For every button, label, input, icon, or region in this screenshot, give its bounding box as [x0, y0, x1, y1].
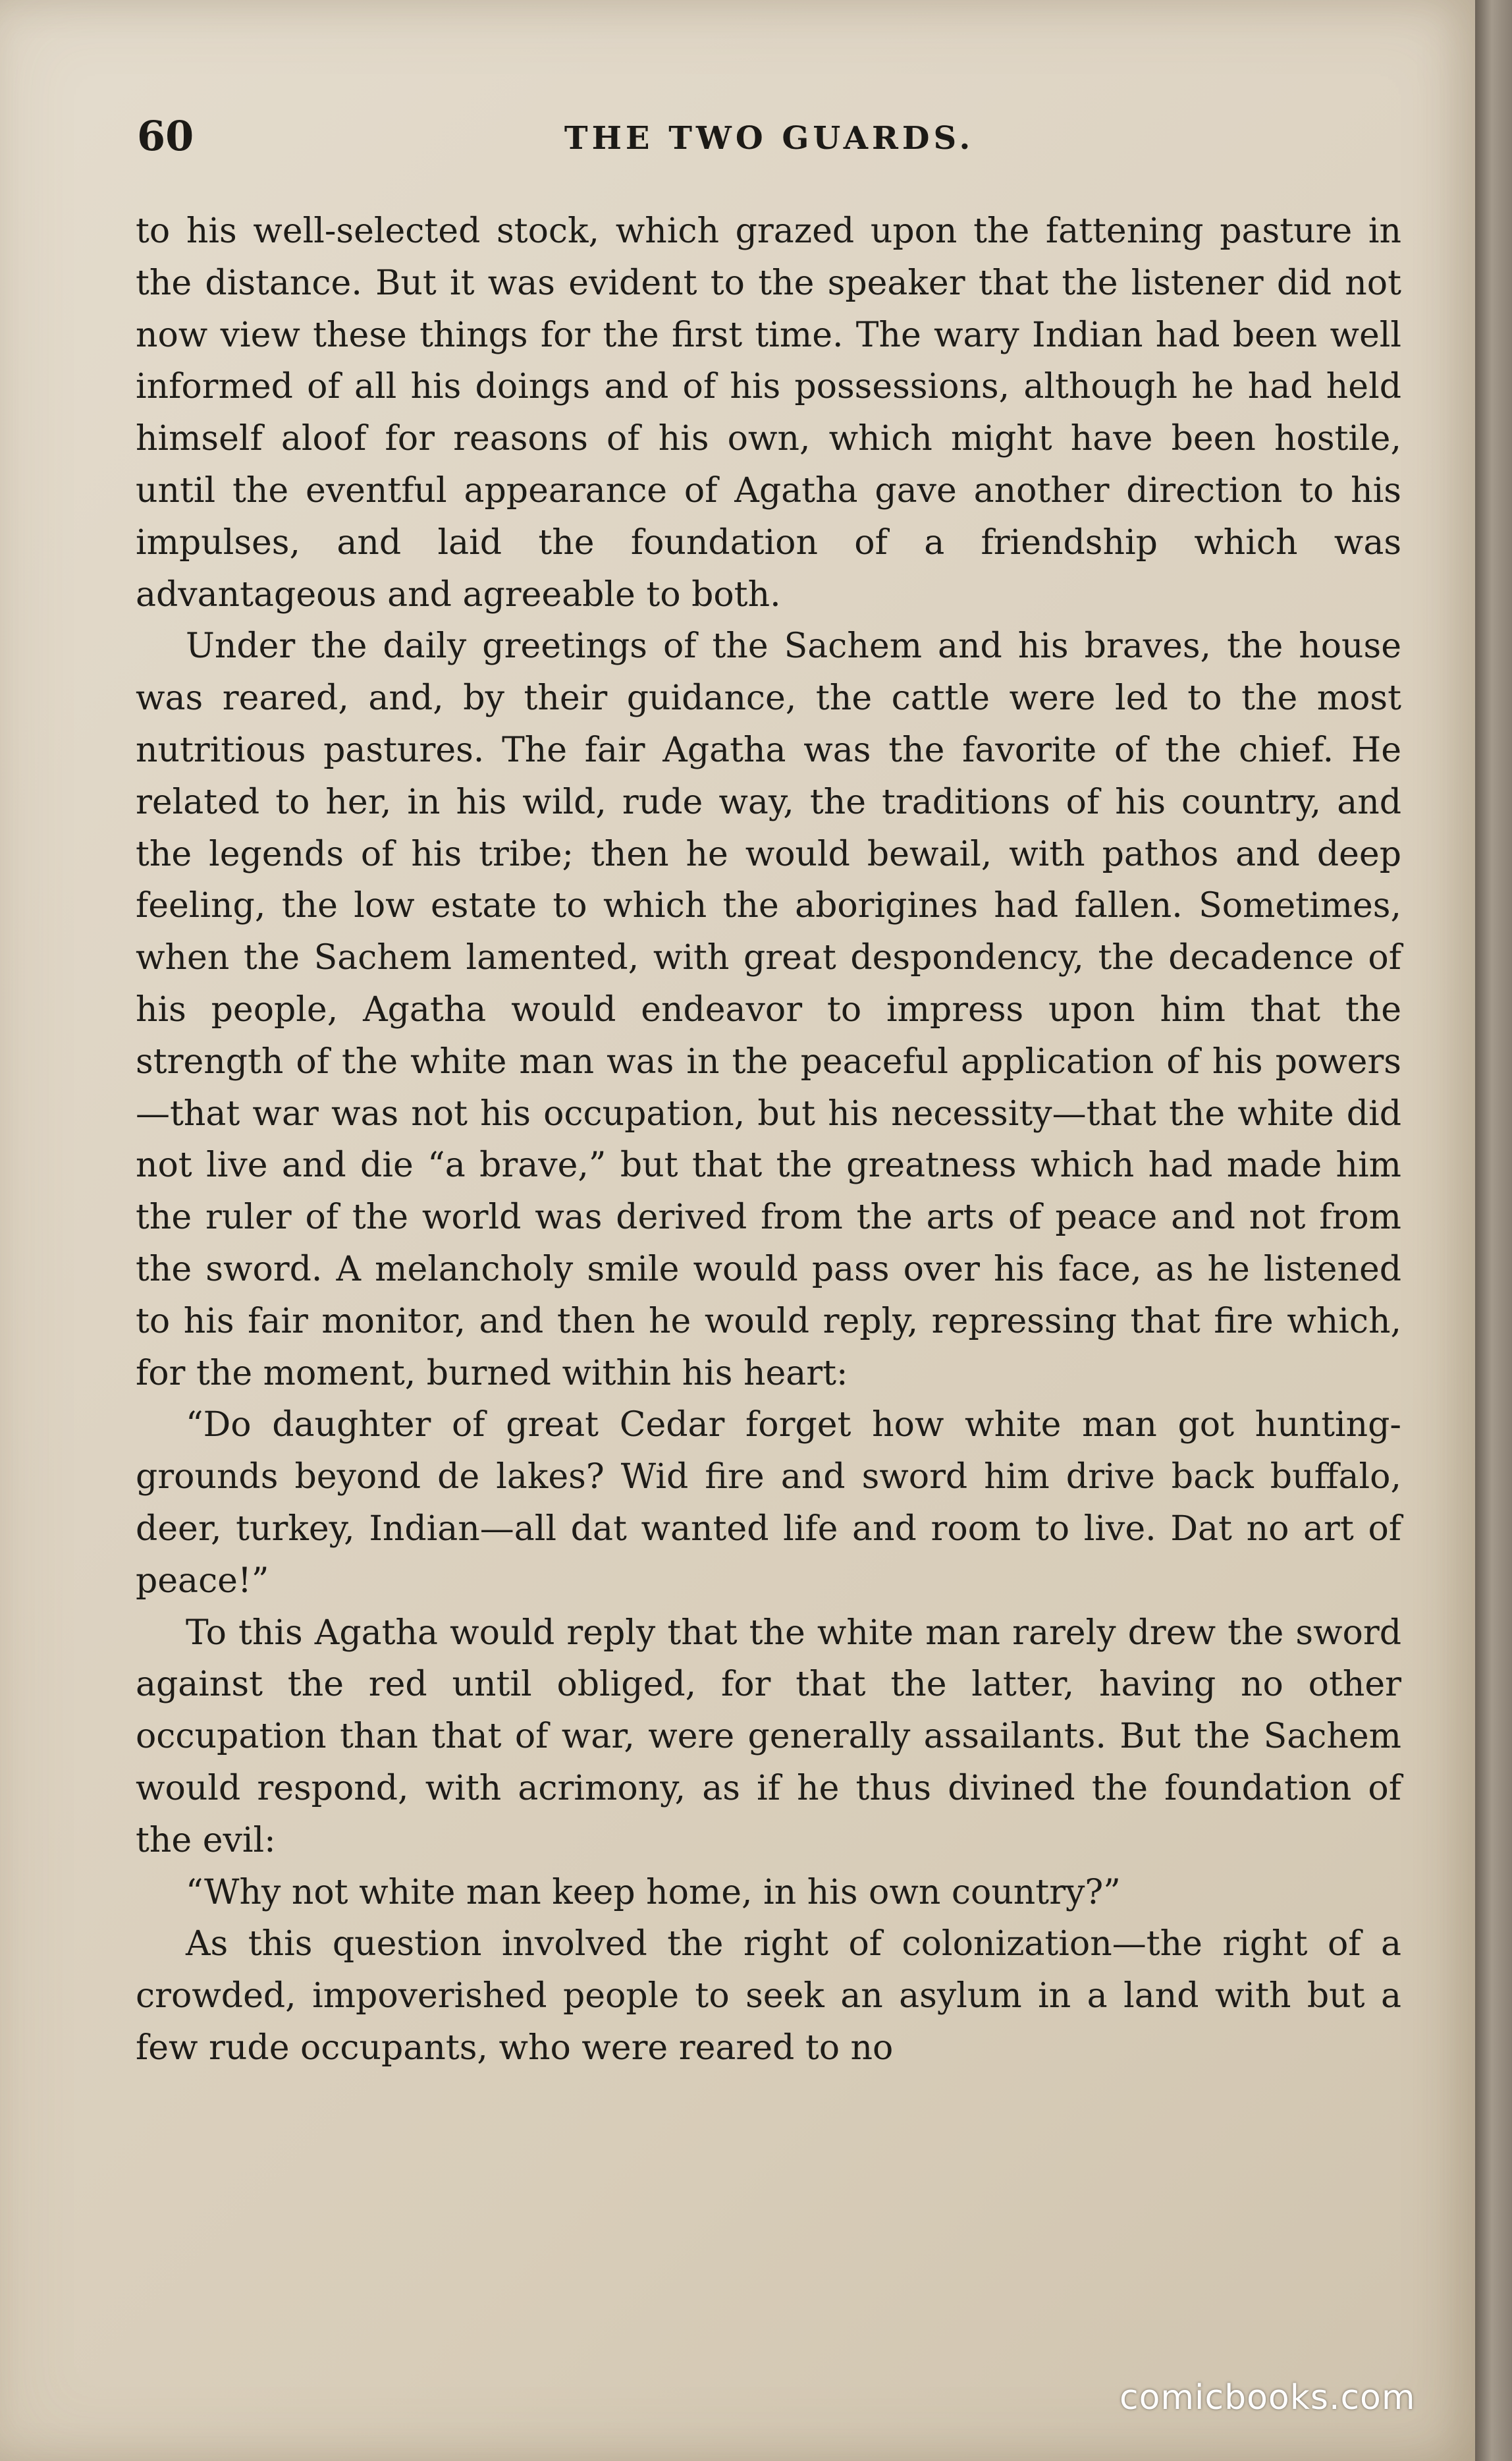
paragraph: To this Agatha would reply that the white man rarely drew the sword against the red until obliged, for that the latter, having no other occupation than that of war, were generally assailants. But the Sachem would respond, with acrimony, as if he thus divined the foundation of the evil: — [136, 1613, 1401, 1860]
body-text — [136, 206, 1401, 2074]
book-edge — [1475, 0, 1512, 2461]
page-header — [137, 112, 1401, 165]
watermark-text: comicbooks.com — [1120, 2378, 1416, 2418]
paragraph-continued: to his well-selected stock, which grazed upon the fattening pasture in the distance. But it was evident to the speaker that the listener did not now view these things for the first time. The wary Indian had been well informed of all his doings and of his possessions, although he had held himself aloof for reasons of his own, which might have been hostile, until the eventful appearance of Agatha gave another direction to his impulses, and laid the foundation of a friendship which was advantageous and agreeable to both. — [136, 211, 1401, 615]
page-number: 60 — [137, 112, 194, 160]
paragraph: Under the daily greetings of the Sachem and his braves, the house was reared, and, by their guidance, the cattle were led to the most nutritious pastures. The fair Agatha was the favorite of the chief. He related to her, in his wild, rude way, the traditions of his country, and the legends of his tribe; then he would bewail, with pathos and deep feeling, the low estate to which the aborigines had fallen. Sometimes, when the Sachem lamented, with great despondency, the decadence of his people, Agatha would endeavor to impress upon him that the strength of the white man was in the peaceful application of his powers—that war was not his occupation, but his necessity—that the white did not live and die “a brave,” but that the greatness which had made him the ruler of the world was derived from the arts of peace and not from the sword. A melancholy smile would pass over his face, as he listened to his fair monitor, and then he would reply, repressing that fire which, for the moment, burned within his heart: — [136, 626, 1401, 1393]
paragraph: As this question involved the right of colonization—the right of a crowded, impoverished people to seek an asylum in a land with but a few rude occupants, who were reared to no — [136, 1924, 1401, 2068]
paragraph-dialogue: “Do daughter of great Cedar forget how white man got hunting-grounds beyond de lakes? Wid fire and sword him drive back buffalo, deer, turkey, Indian—all dat wanted life and room to live. Dat no art of peace!” — [136, 1405, 1401, 1601]
paragraph-dialogue: “Why not white man keep home, in his own country?” — [186, 1872, 1121, 1912]
running-head: THE TWO GUARDS. — [564, 120, 975, 157]
